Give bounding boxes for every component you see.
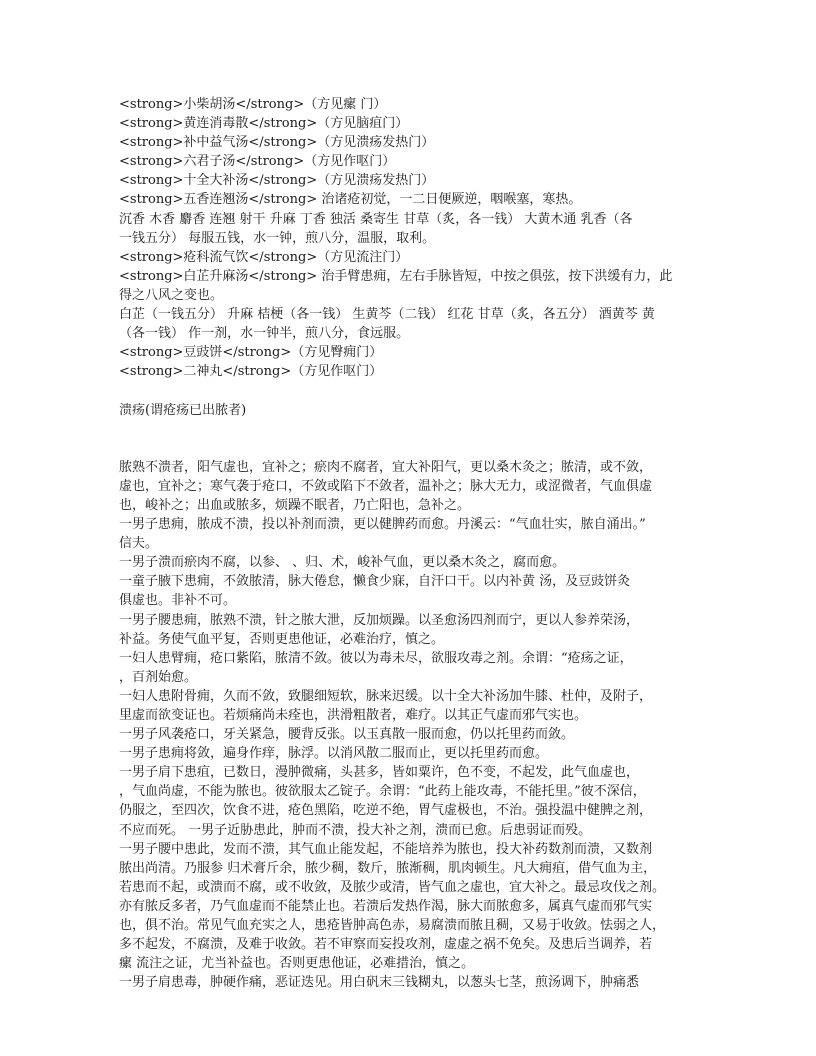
text-line: 一男子患痈，脓成不溃，投以补剂而溃，更以健脾药而愈。丹溪云：“气血壮实，脓自涌出。” (119, 517, 646, 533)
text-line: 里虚而欲变证也。若烦痛尚未痊也，洪滑粗散者，难疗。以其正气虚而邪气实也。 (119, 708, 588, 723)
text-line: 沉香 木香 麝香 连翘 射干 升麻 丁香 独活 桑寄生 甘草（炙，各一钱） 大黄木通 乳香（各 (119, 211, 633, 227)
text-line: 一男子腰患痈，脓熟不溃，针之脓大泄，反加烦躁。以圣愈汤四剂而宁，更以人参养荣汤， (119, 612, 640, 628)
text-line: <strong>五香连翘汤</strong> 治诸疮初觉，一二日便厥逆，咽喉塞，寒热。 (119, 192, 582, 208)
text-line: 也，峻补之；出血或脓多，烦躁不眠者，乃亡阳也，急补之。 (119, 497, 471, 513)
text-line: 一男子肩下患疽，已数日，漫肿微痛，头甚多，皆如粟许，色不变，不起发，此气血虚也， (119, 765, 640, 781)
text-line: <strong>疮科流气饮</strong>（方见流注门） (119, 249, 409, 265)
text-line: 俱虚也。非补不可。 (119, 593, 237, 609)
section-title: 溃疡(谓疮疡已出脓者) (119, 402, 247, 418)
text-line: 脓出尚清。乃服参 归术膏斤余，脓少稠，数斤，脓渐稠，肌肉顿生。凡大痈疽，借气血为主， (119, 860, 657, 876)
text-line: 得之八风之变也。 (119, 287, 224, 303)
text-line: 瘰 流注之证，尤当补益也。否则更患他证，必难措治，慎之。 (119, 956, 475, 972)
text-line: <strong>补中益气汤</strong>（方见溃疡发热门） (119, 135, 435, 151)
text-line: 虚也，宜补之；寒气袭于疮口，不敛或陷下不敛者，温补之；脉大无力，或涩微者，气血俱虚 (119, 478, 653, 494)
text-line: <strong>豆豉饼</strong>（方见臀痈门） (119, 345, 383, 361)
prescription-list (119, 95, 684, 381)
text-line: 一男子患痈将敛，遍身作痒，脉浮。以消风散二服而止，更以托里药而愈。 (119, 746, 549, 762)
text-line: 仍服之，至四次，饮食不进，疮色黑陷，吃逆不绝，胃气虚极也，不治。强投温中健脾之剂， (119, 803, 653, 819)
text-line: 一钱五分） 每服五钱，水一钟，煎八分，温服，取利。 (119, 230, 436, 246)
spacer (119, 420, 684, 458)
text-line: 多不起发，不腐溃，及难于收敛。若不审察而妄投攻剂，虚虚之祸不免矣。及患后当调养，若 (119, 937, 653, 953)
text-line: 一男子腰中患此，发而不溃，其气血止能发起，不能培养为脓也，投大补药数剂而溃，又数剂 (119, 841, 653, 857)
text-line: <strong>二神丸</strong>（方见作呕门） (119, 364, 383, 380)
text-line: 一妇人患臂痈，疮口紫陷，脓清不敛。彼以为毒未尽，欲服攻毒之剂。余谓：“疮疡之证， (119, 650, 633, 666)
text-line: ，百剂始愈。 (119, 669, 198, 685)
text-line: <strong>六君子汤</strong>（方见作呕门） (119, 154, 396, 170)
text-line: <strong>十全大补汤</strong>（方见溃疡发热门） (119, 173, 435, 189)
text-line: 也，俱不治。常见气血充实之人，患疮皆肿高色赤，易腐溃而脓且稠，又易于收敛。怯弱之人， (119, 918, 666, 934)
text-line: 亦有脓反多者，乃气血虚而不能禁止也。若溃后发热作渴，脉大而脓愈多，属真气虚而邪气实 (119, 898, 653, 914)
text-line: 不应而死。 一男子近胁患此，肿而不溃，投大补之剂，溃而已愈。后患弱证而殁。 (119, 822, 592, 838)
text-line: 若患而不起，或溃而不腐，或不收敛，及脓少或清，皆气血之虚也，宜大补之。最忌攻伐之剂。 (119, 879, 666, 895)
text-line: 一男子溃而瘀肉不腐，以参、 、归、术，峻补气血，更以桑木灸之，腐而愈。 (119, 555, 566, 571)
body-text (119, 458, 684, 993)
text-line: <strong>黄连消毒散</strong>（方见脑疽门） (119, 116, 409, 132)
text-line: 脓熟不溃者，阳气虚也，宜补之；瘀肉不腐者，宜大补阳气，更以桑木灸之；脓清，或不敛， (119, 459, 653, 475)
text-line: 补益。务使气血平复，否则更患他证，必难治疗，慎之。 (119, 631, 445, 647)
text-line: 一妇人患附骨痈，久而不敛，致腿细短软，脉来迟缓。以十全大补汤加牛膝、杜仲，及附子， (119, 688, 653, 704)
text-line: （各一钱） 作一剂，水一钟半，煎八分，食远服。 (119, 326, 410, 342)
document-page (119, 95, 684, 992)
text-line: <strong>小柴胡汤</strong>（方见瘰 门） (119, 97, 387, 112)
text-line: 一男子风袭疮口，牙关紧急，腰背反张。以玉真散一服而愈，仍以托里药而敛。 (119, 727, 575, 743)
text-line: 一童子腋下患痈，不敛脓清，脉大倦怠，懒食少寐，自汗口干。以内补黄 汤，及豆豉饼灸 (119, 574, 631, 590)
text-line: 信夫。 (119, 536, 159, 552)
text-line: 一男子肩患毒，肿硬作痛，恶证迭见。用白矾末三钱糊丸，以葱头七茎，煎汤调下，肿痛悉 (119, 975, 640, 991)
text-line: <strong>白芷升麻汤</strong> 治手臂患痈，左右手脉皆短，中按之俱弦，按下洪缓有力，此 (119, 268, 673, 284)
text-line: ，气血尚虚，不能为脓也。彼欲服太乙锭子。余谓：“此药上能攻毒，不能托里。”彼不深信， (119, 784, 646, 800)
spacer (119, 381, 684, 400)
text-line: 白芷（一钱五分） 升麻 桔梗（各一钱） 生黄芩（二钱） 红花 甘草（炙，各五分） 酒黄芩 黄 (119, 307, 655, 323)
